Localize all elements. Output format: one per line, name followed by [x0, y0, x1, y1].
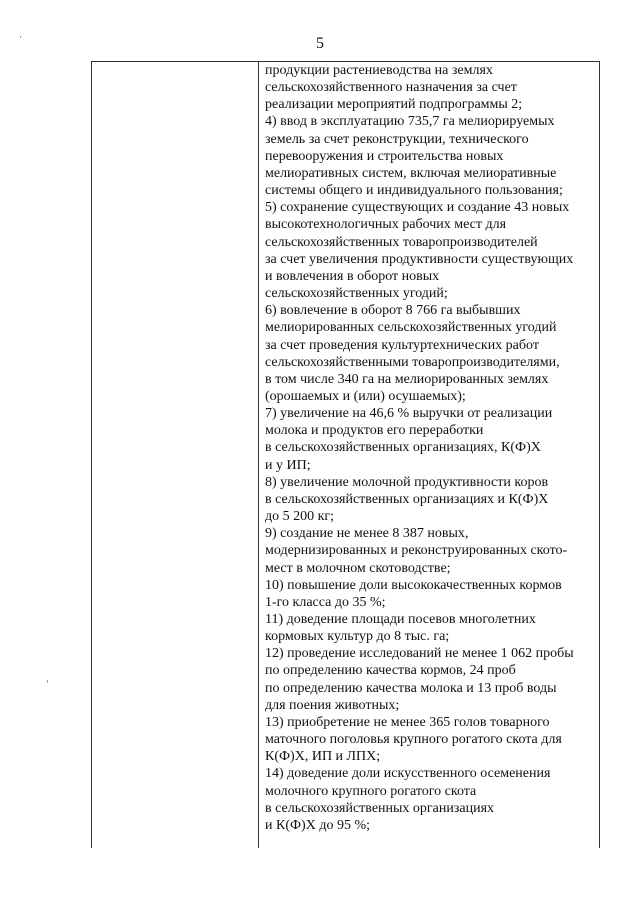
- text-line: в сельскохозяйственных организациях: [265, 800, 495, 816]
- text-line: К(Ф)Х, ИП и ЛПХ;: [265, 749, 381, 765]
- text-line: мелиорированных сельскохозяйственных угодий: [265, 320, 557, 336]
- text-line: 10) повышение доли высококачественных кормов: [265, 577, 562, 593]
- text-line: 4) ввод в эксплуатацию 735,7 га мелиорируемых: [265, 114, 555, 130]
- text-line: перевооружения и строительства новых: [265, 148, 504, 164]
- text-line: мест в молочном скотоводстве;: [265, 560, 451, 576]
- text-line: молочного крупного рогатого скота: [265, 783, 477, 799]
- text-line: модернизированных и реконструированных ското-: [265, 543, 568, 559]
- text-line: системы общего и индивидуального пользования;: [265, 183, 563, 199]
- text-line: молока и продуктов его переработки: [265, 423, 484, 439]
- text-line: в сельскохозяйственных организациях и К(Ф)Х: [265, 491, 549, 507]
- text-line: реализации мероприятий подпрограммы 2;: [265, 97, 523, 113]
- table-right-cell: [265, 62, 597, 848]
- text-line: земель за счет реконструкции, технического: [265, 131, 529, 147]
- text-line: по определению качества кормов, 24 проб: [265, 663, 516, 679]
- text-line: сельскохозяйственного назначения за счет: [265, 80, 517, 96]
- text-line: 8) увеличение молочной продуктивности коров: [265, 474, 549, 490]
- text-line: (орошаемых и (или) осушаемых);: [265, 388, 466, 404]
- text-line: маточного поголовья крупного рогатого скота для: [265, 732, 562, 748]
- text-line: по определению качества молока и 13 проб воды: [265, 680, 557, 696]
- text-line: до 5 200 кг;: [265, 509, 335, 525]
- text-line: 5) сохранение существующих и создание 43 новых: [265, 200, 570, 216]
- text-line: за счет увеличения продуктивности существующих: [265, 251, 574, 267]
- text-line: 14) доведение доли искусственного осеменения: [265, 766, 551, 782]
- text-line: за счет проведения культуртехнических работ: [265, 337, 539, 353]
- text-line: сельскохозяйственных угодий;: [265, 286, 448, 302]
- scan-speck: [47, 680, 48, 683]
- text-line: 13) приобретение не менее 365 голов товарного: [265, 714, 550, 730]
- scan-speck: [20, 36, 21, 38]
- column-divider: [258, 62, 259, 848]
- page-number: 5: [316, 35, 324, 52]
- text-line: мелиоративных систем, включая мелиоративные: [265, 165, 557, 181]
- text-line: в сельскохозяйственных организациях, К(Ф)Х: [265, 440, 541, 456]
- text-line: продукции растениеводства на землях: [265, 63, 493, 78]
- text-line: 9) создание не менее 8 387 новых,: [265, 526, 469, 542]
- text-line: 12) проведение исследований не менее 1 062 пробы: [265, 646, 574, 662]
- table-left-cell: [92, 62, 258, 848]
- text-line: 6) вовлечение в оборот 8 766 га выбывших: [265, 303, 521, 319]
- text-line: в том числе 340 га на мелиорированных землях: [265, 371, 549, 387]
- text-line: и К(Ф)Х до 95 %;: [265, 817, 370, 833]
- text-line: кормовых культур до 8 тыс. га;: [265, 629, 450, 645]
- text-line: 1-го класса до 35 %;: [265, 594, 386, 610]
- text-line: и вовлечения в оборот новых: [265, 268, 440, 284]
- text-line: высокотехнологичных рабочих мест для: [265, 217, 507, 233]
- text-line: сельскохозяйственных товаропроизводителей: [265, 234, 538, 250]
- text-line: сельскохозяйственными товаропроизводителями,: [265, 354, 560, 370]
- text-line: и у ИП;: [265, 457, 311, 473]
- text-line: 11) доведение площади посевов многолетних: [265, 612, 536, 627]
- document-table: [91, 61, 600, 848]
- text-line: для поения животных;: [265, 697, 400, 713]
- text-line: 7) увеличение на 46,6 % выручки от реализации: [265, 406, 553, 422]
